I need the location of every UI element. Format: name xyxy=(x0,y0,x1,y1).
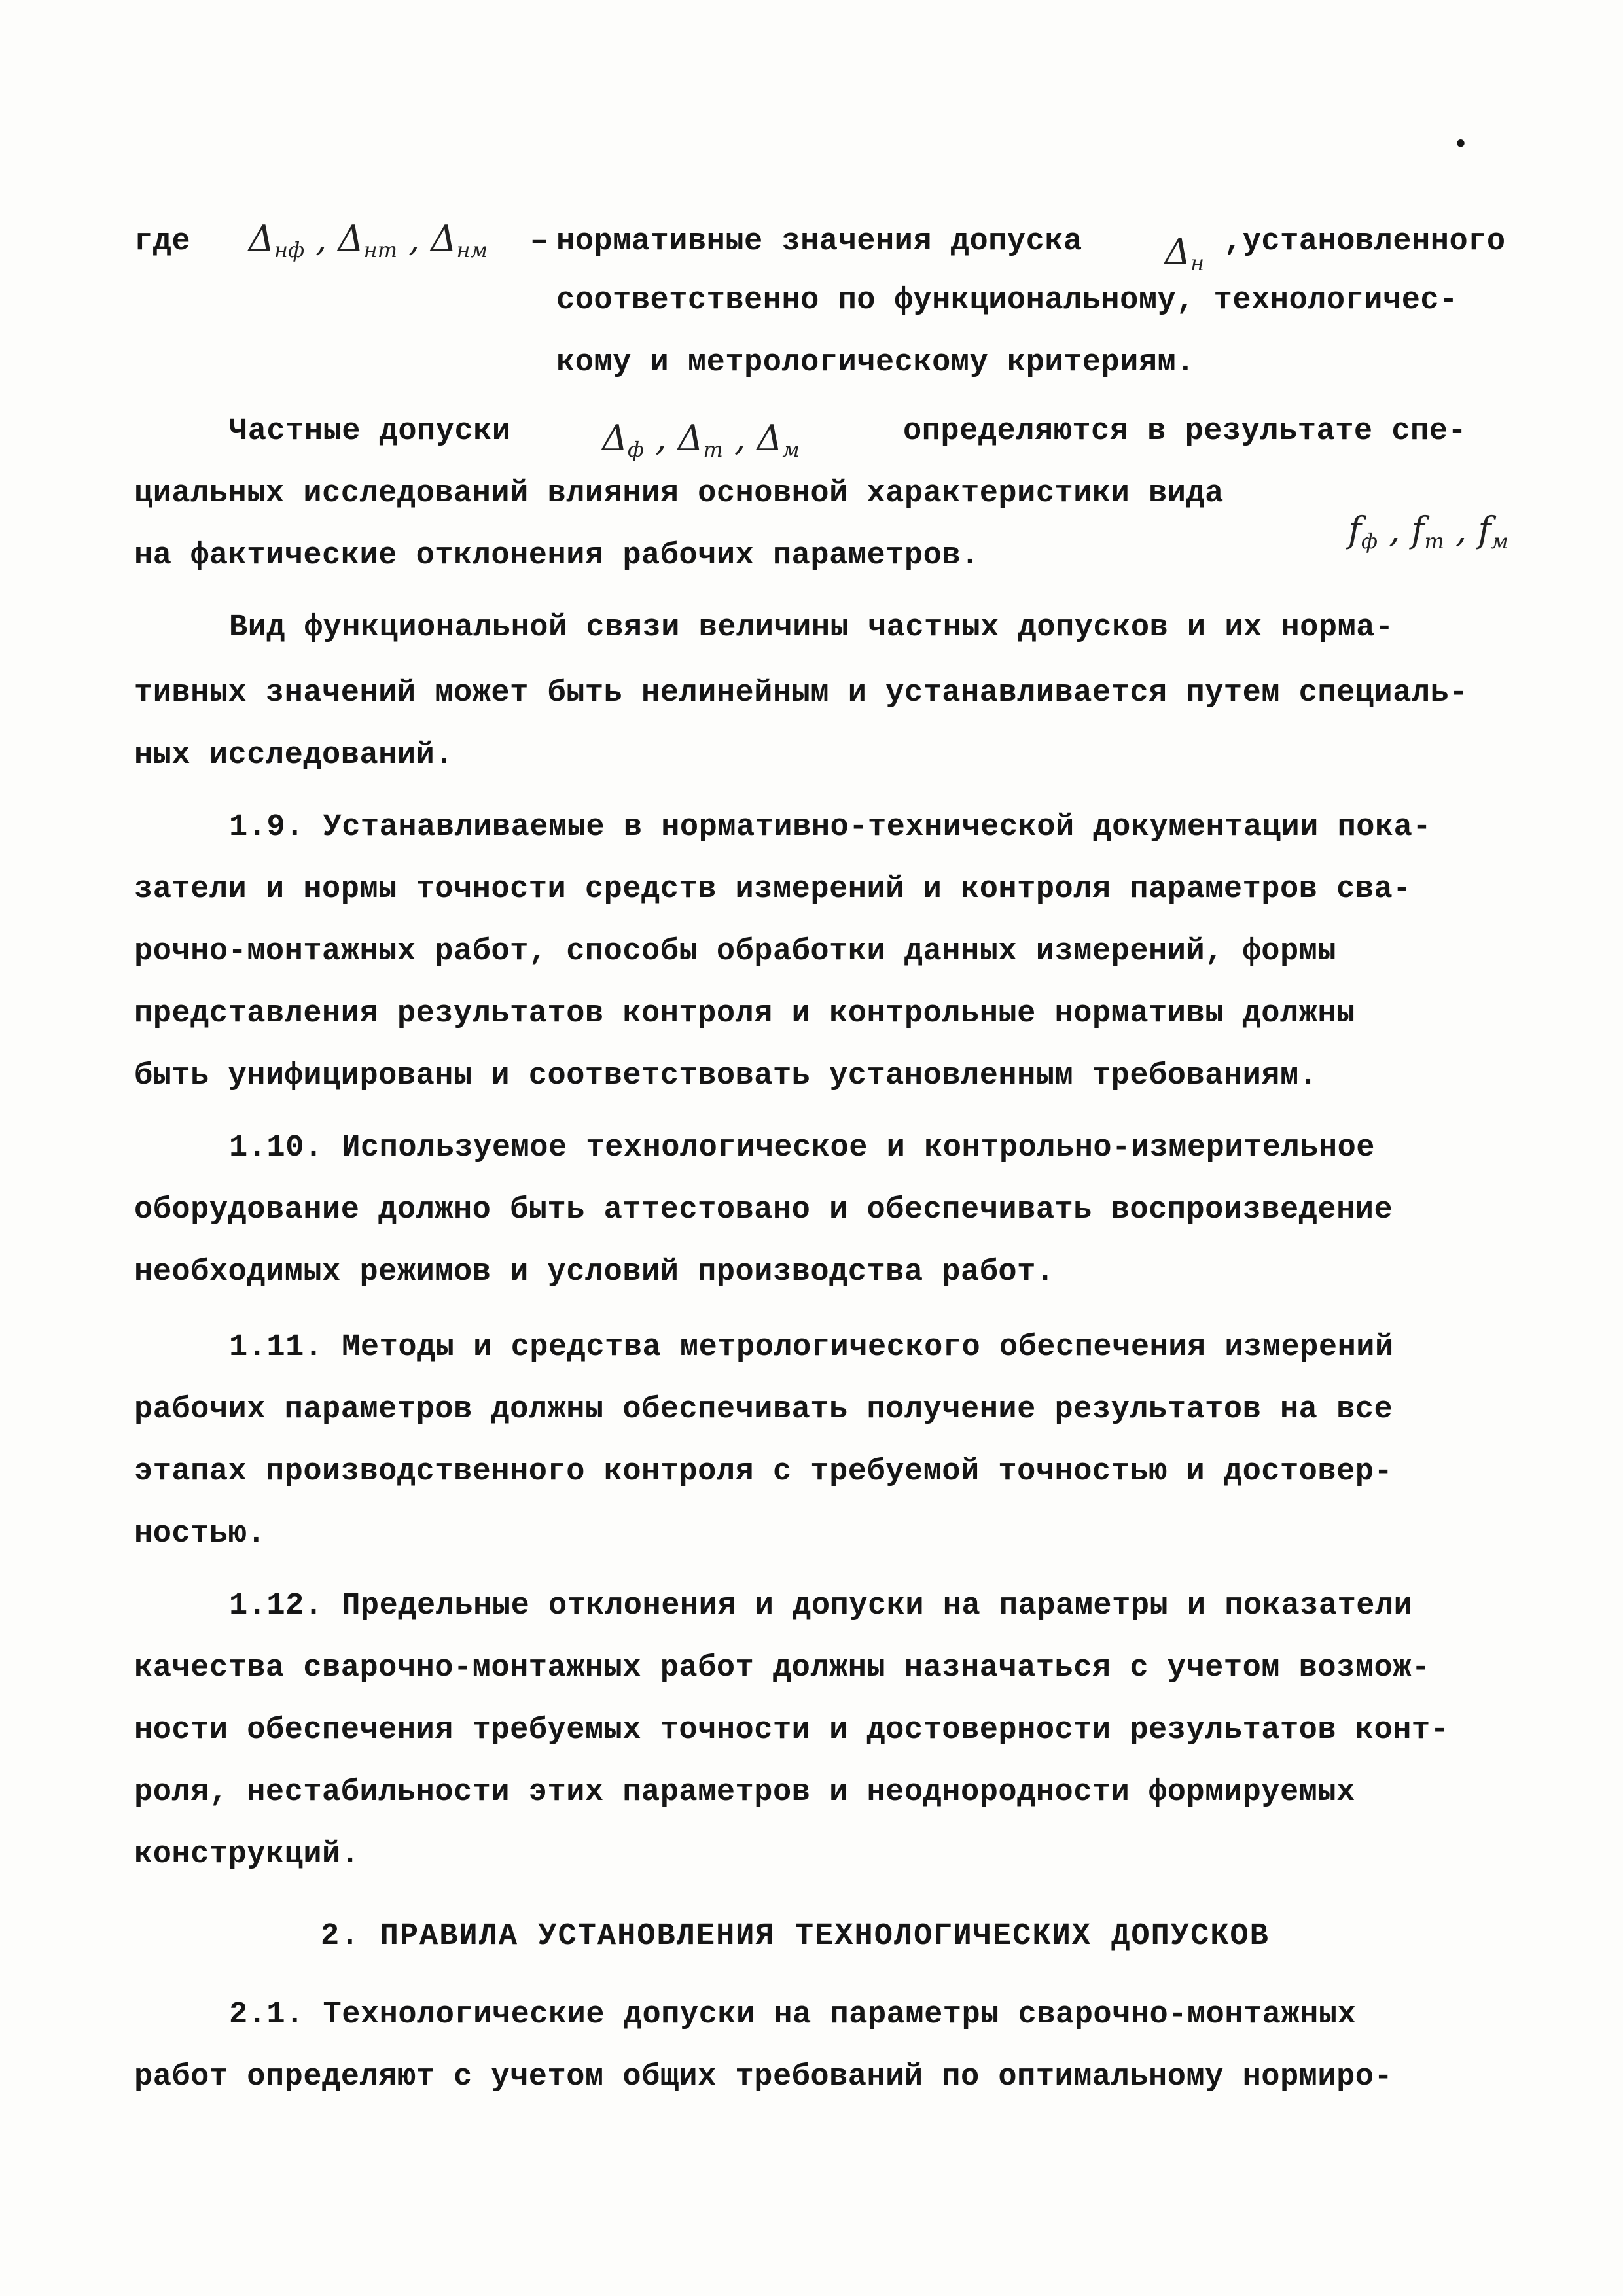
p1-9-line-2: затели и нормы точности средств измерений и контроля параметров сва- xyxy=(134,872,1412,907)
p1-11-line-1: 1.11. Методы и средства метрологического обеспечения измерений xyxy=(229,1330,1394,1365)
p1-9-line-1: 1.9. Устанавливаемые в нормативно-технической документации пока- xyxy=(229,810,1432,845)
p1-11-line-2: рабочих параметров должны обеспечивать получение результатов на все xyxy=(134,1392,1393,1427)
f-symbols: $f_ф$ , $f_т$ , $f_м$ xyxy=(1348,509,1508,554)
delta-partial-symbols: $\Delta_ф$ , $\Delta_т$ , $\Delta_м$ xyxy=(602,417,800,462)
p1-12-line-3: ности обеспечения требуемых точности и достоверности результатов конт- xyxy=(134,1713,1450,1748)
p1-10-line-2: оборудование должно быть аттестовано и обеспечивать воспроизведение xyxy=(134,1193,1393,1227)
functional-line-1: Вид функциональной связи величины частных допусков и их норма- xyxy=(229,610,1394,645)
delta-normative-symbols: $\Delta_{нф}$ , $\Delta_{нт}$ , $\Delta_{нм}$ xyxy=(249,218,488,262)
p1-11-line-3: этапах производственного контроля с требуемой точностью и достовер- xyxy=(134,1455,1393,1489)
definition-text-3: кому и метрологическому критериям. xyxy=(556,345,1195,380)
p2-1-line-1: 2.1. Технологические допуски на параметры сварочно-монтажных xyxy=(229,1998,1357,2032)
definition-dash: – xyxy=(530,224,549,259)
p1-9-line-5: быть унифицированы и соответствовать установленным требованиям. xyxy=(134,1059,1318,1093)
p1-10-line-1: 1.10. Используемое технологическое и контрольно-измерительное xyxy=(229,1131,1375,1165)
partial-line-3: на фактические отклонения рабочих параметров. xyxy=(134,539,980,573)
functional-line-2: тивных значений может быть нелинейным и устанавливается путем специаль- xyxy=(134,676,1469,711)
partial-line-2: циальных исследований влияния основной характеристики вида xyxy=(134,476,1224,511)
p1-12-line-5: конструкций. xyxy=(134,1837,360,1872)
partial-text-a: Частные допуски xyxy=(229,414,511,449)
p1-12-line-1: 1.12. Предельные отклонения и допуски на параметры и показатели xyxy=(229,1589,1413,1623)
definition-text-2: соответственно по функциональному, технологичес- xyxy=(556,283,1458,318)
corner-mark: • xyxy=(1453,131,1469,160)
definition-text-1: нормативные значения допуска xyxy=(556,224,1082,259)
p1-12-line-4: роля, нестабильности этих параметров и неоднородности формируемых xyxy=(134,1775,1355,1810)
definition-text-1b: ,установленного xyxy=(1224,224,1506,259)
p1-11-line-4: ностью. xyxy=(134,1517,266,1551)
p1-10-line-3: необходимых режимов и условий производства работ. xyxy=(134,1255,1055,1290)
functional-line-3: ных исследований. xyxy=(134,738,454,773)
section-2-heading: 2. ПРАВИЛА УСТАНОВЛЕНИЯ ТЕХНОЛОГИЧЕСКИХ ДОПУСКОВ xyxy=(321,1919,1270,1954)
p1-12-line-2: качества сварочно-монтажных работ должны назначаться с учетом возмож- xyxy=(134,1651,1431,1686)
where-word: где xyxy=(134,224,191,259)
partial-text-b: определяются в результате спе- xyxy=(903,414,1467,449)
p1-9-line-3: рочно-монтажных работ, способы обработки данных измерений, формы xyxy=(134,934,1337,969)
delta-h-symbol: $\Delta_н$ xyxy=(1165,231,1205,275)
p2-1-line-2: работ определяют с учетом общих требований по оптимальному нормиро- xyxy=(134,2060,1393,2094)
p1-9-line-4: представления результатов контроля и контрольные нормативы должны xyxy=(134,997,1355,1031)
